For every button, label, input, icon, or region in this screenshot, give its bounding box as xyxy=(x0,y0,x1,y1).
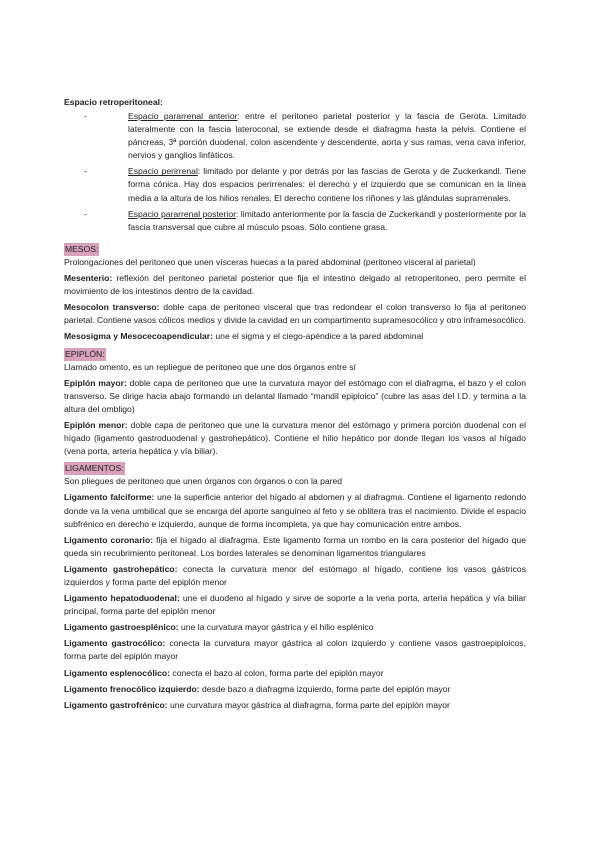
document-page xyxy=(64,96,526,712)
term-perirrenal: Espacio perirrenal xyxy=(128,166,198,177)
term-falciforme: Ligamento falciforme: xyxy=(64,492,155,503)
definition-text: conecta la curvatura menor del estómago al hígado, contiene los vasos gástricos izquierdos y forma parte del epiplón menor xyxy=(64,563,526,587)
list-dash: - xyxy=(84,166,87,177)
definition-paragraph xyxy=(64,272,526,298)
epiplon-intro: Llamado omento, es un repliegue de peritoneo que une dos órganos entre sí xyxy=(64,361,356,372)
term-esplenocolico: Ligamento esplenocólico: xyxy=(64,667,171,678)
definition-text: : limitado por delante y por detrás por las fascias de Gerota y de Zuckerkandl. Tiene forma cónica. Hay dos espacios perirrenales: el derecho y el izquierdo que se comunican en la línea media a la altura de los hilios renales. El derecho contiene los riñones y las glándulas suprarrenales. xyxy=(128,166,527,203)
list-item xyxy=(64,165,526,204)
term-frenocolico: Ligamento frenocólico izquierdo: xyxy=(64,683,200,694)
term-mesosigma: Mesosigma y Mesocecoapendicular: xyxy=(64,331,214,342)
definition-paragraph xyxy=(64,699,526,712)
definition-text: fija el hígado al diafragma. Este ligamento forma un rombo en la cara posterior del hígado que queda sin recubrimiento peritoneal. Los bordes laterales se denominan ligamentos triangulares xyxy=(64,534,526,558)
list-item xyxy=(64,110,526,162)
definition-paragraph xyxy=(64,667,526,680)
definition-paragraph xyxy=(64,621,526,634)
definition-text: doble capa de peritoneo que une la curvatura menor del estómago y primera porción duodenal con el hígado (ligamento gastroduodenal y gastrohepático). Contiene el hilio hepático por donde llegan los vasos al hígado (vena porta, arteria hepática y vía biliar). xyxy=(64,419,526,457)
term-gastroesplenico: Ligamento gastroesplénico: xyxy=(64,622,179,633)
definition-text: conecta el bazo al colon, forma parte del epiplón mayor xyxy=(170,667,384,678)
definition-paragraph xyxy=(64,419,526,458)
definition-paragraph xyxy=(64,683,526,696)
list-dash: - xyxy=(84,208,87,219)
definition-text: : entre el peritoneo parietal posterior y la fascia de Gerota. Limitado lateralmente con la fascia lateroconal, se extiende desde el diafragma hasta la pelvis. Contiene el páncreas, 3ª porción duodenal, colon ascendente y descendente, aorta y sus ramas, vena cava inferior, nervios y ganglios linfáticos. xyxy=(128,111,526,161)
definition-text: une curvatura mayor gástrica al diafragma, forma parte del epiplón mayor xyxy=(167,699,450,710)
definition-text: conecta la curvatura mayor gástrica al colon izquierdo y contiene vasos gastroepiploicos, forma parte del epiplón mayor xyxy=(64,638,526,662)
mesos-section xyxy=(64,243,526,344)
definition-paragraph xyxy=(64,637,526,663)
list-dash: - xyxy=(84,111,87,121)
term-hepatoduodenal: Ligamento hepatoduodenal: xyxy=(64,593,180,604)
term-gastrohepatico: Ligamento gastrohepático: xyxy=(64,563,178,574)
term-epiplon-mayor: Epiplón mayor: xyxy=(64,377,127,388)
term-pararrenal-anterior: Espacio pararrenal anterior xyxy=(128,111,238,121)
definition-text: une el sigma y el ciego-apéndice a la pared abdominal xyxy=(213,331,424,342)
definition-paragraph xyxy=(64,330,526,343)
epiplon-section xyxy=(64,348,526,459)
ligamentos-intro: Son pliegues de peritoneo que unen órganos con órganos o con la pared xyxy=(64,476,343,487)
definition-text: : limitado anteriormente por la fascia de Zuckerkandl y posteriormente por la fascia transversal que cubre al músculo psoas. Sólo contiene grasa. xyxy=(128,208,526,232)
mesos-intro: Prolongaciones del peritoneo que unen vísceras huecas a la pared abdominal (peritoneo visceral al parietal) xyxy=(64,256,476,267)
epiplon-heading: EPIPLÓN: xyxy=(64,348,106,361)
term-mesenterio: Mesenterio: xyxy=(64,273,113,284)
mesos-heading: MESOS: xyxy=(64,243,99,256)
ligamentos-section xyxy=(64,462,526,712)
list-item xyxy=(64,208,526,234)
definition-text: desde bazo a diafragma izquierdo, forma parte del epiplón mayor xyxy=(199,683,451,694)
term-epiplon-menor: Epiplón menor: xyxy=(64,419,128,430)
retroperitoneal-title: Espacio retroperitoneal: xyxy=(64,97,163,107)
definition-text: une la curvatura mayor gástrica y el hilio esplénico xyxy=(178,622,374,633)
definition-paragraph xyxy=(64,377,526,416)
ligamentos-heading: LIGAMENTOS: xyxy=(64,462,125,475)
term-gastrocolico: Ligamento gastrocólico: xyxy=(64,638,166,649)
term-gastrofrenico: Ligamento gastrofrénico: xyxy=(64,699,168,710)
definition-paragraph xyxy=(64,491,526,530)
definition-paragraph xyxy=(64,592,526,618)
retroperitoneal-list xyxy=(64,110,526,234)
definition-text: doble capa de peritoneo visceral que tras redondear el colon transverso lo fija al peritoneo parietal. Contiene vasos cólicos medios y divide la cavidad en un compartimento supramesocólico y otro inframesocólico. xyxy=(64,302,527,326)
definition-paragraph xyxy=(64,301,526,327)
term-pararrenal-posterior: Espacio pararrenal posterior xyxy=(128,208,236,219)
term-mesocolon: Mesocolon transverso: xyxy=(64,302,160,313)
definition-text: reflexión del peritoneo parietal posterior que fija el intestino delgado al retroperitoneo, pero permite el movimiento de los intestinos dentro de la cavidad. xyxy=(64,273,526,297)
definition-text: une el duodeno al hígado y sirve de soporte a la vena porta, arteria hepática y vía biliar principal, forma parte del epiplón menor xyxy=(64,593,527,617)
definition-paragraph xyxy=(64,563,526,589)
definition-text: doble capa de peritoneo que une la curvatura mayor del estómago con el diafragma, el bazo y el colon transverso. Se dirige hacia abajo formando un delantal llamado “mandil epiploico” (cubre las asas del I.D. y termina a la altura del ombligo) xyxy=(64,377,526,414)
definition-text: une la superficie anterior del hígado al abdomen y al diafragma. Contiene el ligamento redondo donde va la vena umbilical que se encarga del aporte sanguíneo al feto y se oblitera tras el nacimiento. Divide el espacio subfrénico en derecho e izquierdo, aunque de forma incompleta, ya que hay comunicación entre ambos. xyxy=(64,492,526,529)
term-coronario: Ligamento coronario: xyxy=(64,534,154,545)
definition-paragraph xyxy=(64,534,526,560)
